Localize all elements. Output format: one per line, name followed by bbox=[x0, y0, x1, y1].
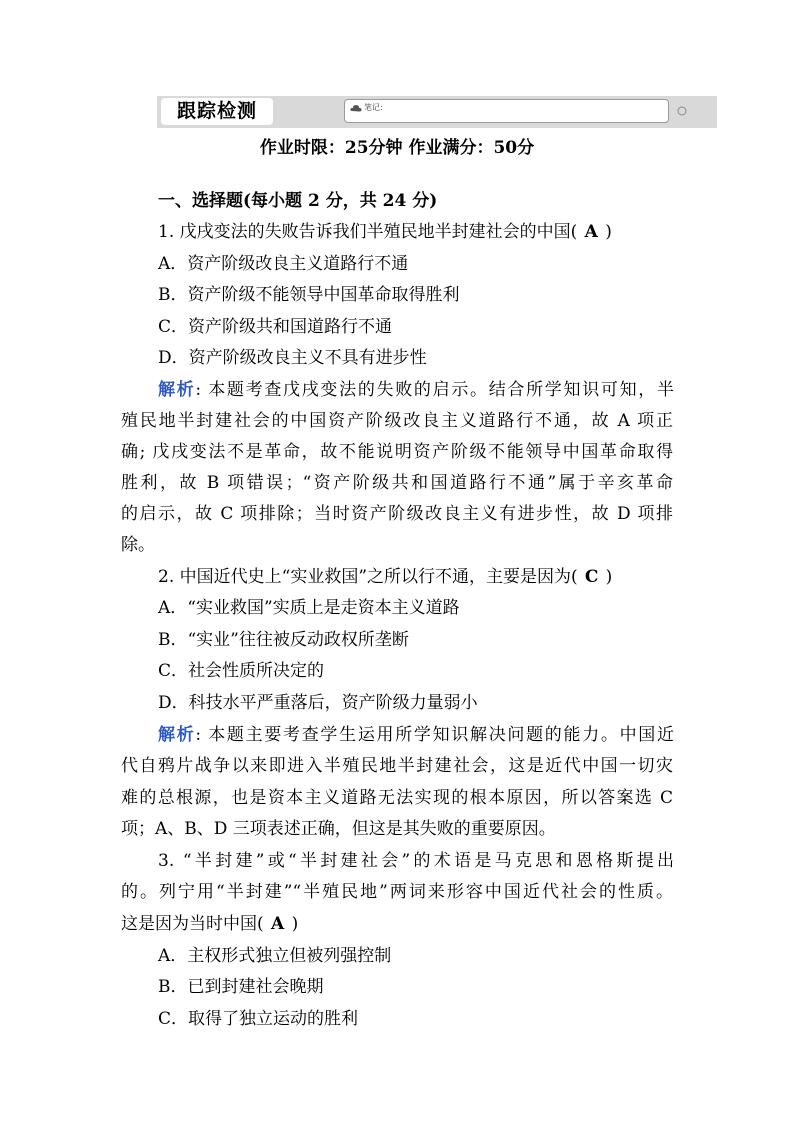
question-1-close: ) bbox=[605, 222, 612, 242]
header-banner bbox=[157, 96, 717, 128]
question-3-option-b: B．已到封建社会晚期 bbox=[158, 977, 324, 997]
question-3-stem-line: 3. “半封建”或“半封建社会”的术语是马克思和恩格斯提出 bbox=[158, 851, 674, 871]
note-label: 笔记: bbox=[364, 103, 383, 112]
question-3-option-c: C．取得了独立运动的胜利 bbox=[158, 1009, 359, 1029]
homework-meta: 作业时限：25分钟 作业满分：50分 bbox=[259, 138, 535, 158]
question-1-analysis-line: 除。 bbox=[121, 535, 155, 555]
question-1-option-d: D．资产阶级改良主义不具有进步性 bbox=[158, 348, 427, 368]
question-1-analysis-line: 殖民地半封建社会的中国资产阶级改良主义道路行不通，故 A 项正 bbox=[121, 411, 673, 431]
question-1-analysis-line: 的启示，故 C 项排除；当时资产阶级改良主义有进步性，故 D 项排 bbox=[121, 504, 673, 524]
question-2-analysis-line: 代自鸦片战争以来即进入半殖民地半封建社会，这是近代中国一切灾 bbox=[121, 756, 673, 776]
section-title: 一、选择题(每小题 2 分，共 24 分) bbox=[158, 191, 438, 211]
question-3-answer: A bbox=[271, 914, 285, 934]
question-2-text: 2. 中国近代史上“实业救国”之所以行不通，主要是因为( bbox=[158, 567, 578, 587]
question-2-option-b: B．“实业”往往被反动政权所垄断 bbox=[158, 630, 409, 650]
question-2-close: ) bbox=[605, 567, 613, 587]
question-2-analysis-line: 解析: 本题主要考查学生运用所学知识解决问题的能力。中国近 bbox=[158, 725, 674, 745]
question-1-option-c: C．资产阶级共和国道路行不通 bbox=[158, 317, 393, 337]
question-2-option-a: A．“实业救国”实质上是走资本主义道路 bbox=[158, 598, 460, 618]
question-1-answer: A bbox=[584, 222, 598, 242]
analysis-label: 解析 bbox=[158, 725, 196, 745]
question-1-option-b: B．资产阶级不能领导中国革命取得胜利 bbox=[158, 285, 460, 305]
section-tab-title: 跟踪检测 bbox=[161, 98, 273, 125]
question-2-answer: C bbox=[584, 567, 599, 587]
question-1-analysis-line: 确; 戊戌变法不是革命，故不能说明资产阶级不能领导中国革命取得 bbox=[121, 442, 673, 462]
circle-icon[interactable] bbox=[677, 106, 687, 116]
question-2-option-d: D．科技水平严重落后，资产阶级力量弱小 bbox=[158, 693, 478, 713]
question-2-option-c: C．社会性质所决定的 bbox=[158, 661, 325, 681]
question-1-option-a: A．资产阶级改良主义道路行不通 bbox=[158, 254, 409, 274]
question-3-stem bbox=[121, 909, 298, 934]
question-1-text: 1. 戊戌变法的失败告诉我们半殖民地半封建社会的中国( bbox=[158, 222, 578, 242]
question-2-analysis-line: 项；A、B、D 三项表述正确，但这是其失败的重要原因。 bbox=[121, 819, 556, 839]
question-3-text: 这是因为当时中国( bbox=[121, 914, 264, 934]
question-1-analysis-line: 解析: 本题考查戊戌变法的失败的启示。结合所学知识可知，半 bbox=[158, 380, 674, 400]
question-3-close: ) bbox=[291, 914, 299, 934]
question-1-analysis-line: 胜利，故 B 项错误；“资产阶级共和国道路行不通”属于辛亥革命 bbox=[121, 473, 673, 493]
question-2-stem bbox=[158, 562, 612, 587]
question-3-option-a: A．主权形式独立但被列强控制 bbox=[158, 946, 392, 966]
question-2-analysis-line: 难的总根源，也是资本主义道路无法实现的根本原因，所以答案选 C bbox=[121, 788, 673, 808]
analysis-label: 解析 bbox=[158, 380, 196, 400]
question-1-stem bbox=[158, 217, 612, 242]
cloud-icon bbox=[350, 103, 362, 113]
note-box[interactable] bbox=[344, 99, 669, 123]
question-3-stem-line: 的。列宁用“半封建”“半殖民地”两词来形容中国近代社会的性质。 bbox=[121, 882, 673, 902]
